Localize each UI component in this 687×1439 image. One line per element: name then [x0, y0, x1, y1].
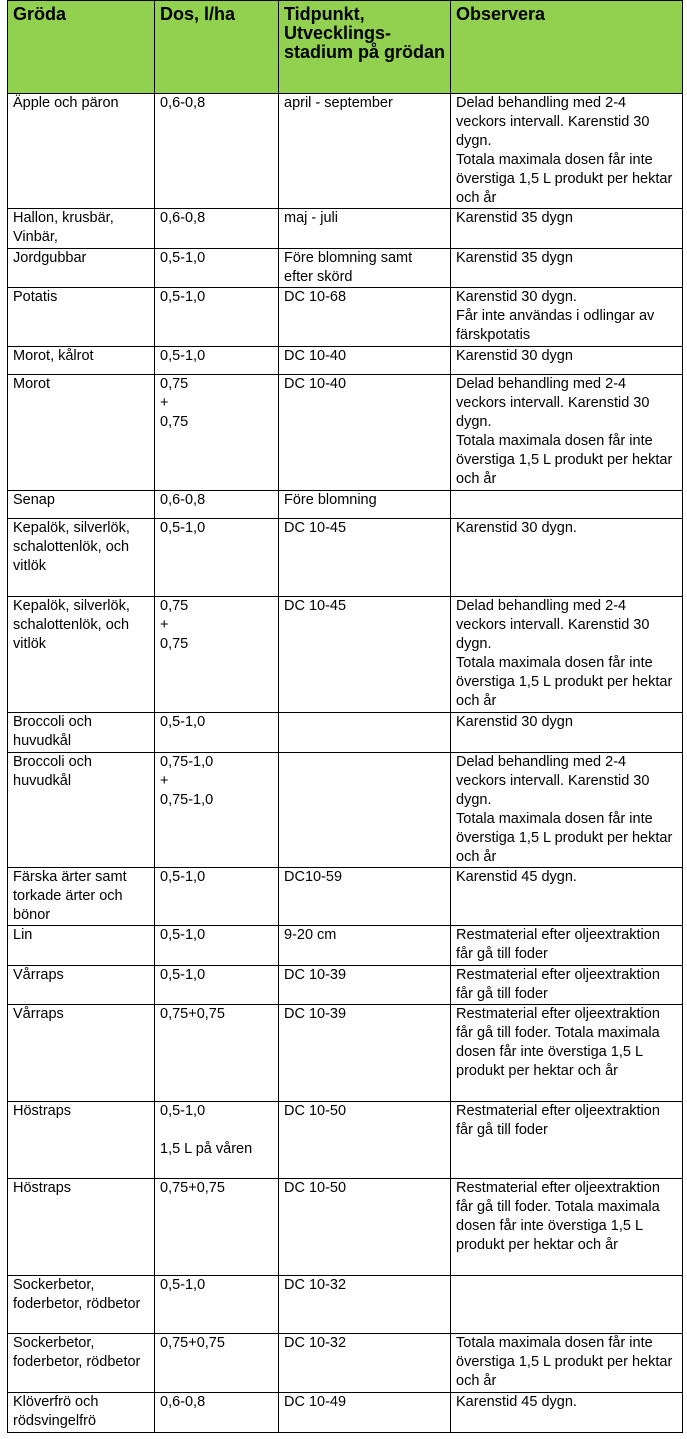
note-cell: Karenstid 30 dygn — [451, 347, 683, 375]
crop-cell: Färska ärter samt torkade ärter och bönor — [8, 868, 155, 926]
note-cell: Karenstid 35 dygn — [451, 209, 683, 249]
header-row — [8, 1, 683, 94]
crop-cell: Hallon, krusbär, Vinbär, — [8, 209, 155, 249]
dose-cell: 0,75+0,75 — [155, 1179, 279, 1276]
note-cell: Karenstid 45 dygn. — [451, 868, 683, 926]
note-cell: Restmaterial efter oljeextraktion får gå till foder. Totala maximala dosen får inte överstiga 1,5 L produkt per hektar och år — [451, 1179, 683, 1276]
table-row — [8, 966, 683, 1005]
crop-cell: Kepalök, silverlök, schalottenlök, och vitlök — [8, 597, 155, 713]
note-cell: Karenstid 30 dygn — [451, 713, 683, 753]
dose-cell: 0,5-1,0 1,5 L på våren — [155, 1102, 279, 1179]
note-cell: Karenstid 35 dygn — [451, 249, 683, 288]
dose-cell: 0,5-1,0 — [155, 519, 279, 597]
crop-cell: Broccoli och huvudkål — [8, 753, 155, 868]
timing-cell: Före blomning samt efter skörd — [279, 249, 451, 288]
table-row — [8, 1179, 683, 1276]
crop-cell: Broccoli och huvudkål — [8, 713, 155, 753]
note-cell: Restmaterial efter oljeextraktion får gå till foder — [451, 1102, 683, 1179]
table-row — [8, 288, 683, 347]
crop-cell: Potatis — [8, 288, 155, 347]
timing-cell: DC 10-49 — [279, 1393, 451, 1433]
timing-cell: DC 10-39 — [279, 966, 451, 1005]
note-cell: Karenstid 45 dygn. — [451, 1393, 683, 1433]
header-crop: Gröda — [8, 1, 155, 94]
dose-cell: 0,6-0,8 — [155, 491, 279, 519]
header-dose: Dos, l/ha — [155, 1, 279, 94]
note-cell: Delad behandling med 2-4 veckors intervall. Karenstid 30 dygn. Totala maximala dosen får inte överstiga 1,5 L produkt per hektar och år — [451, 94, 683, 209]
dose-cell: 0,5-1,0 — [155, 926, 279, 966]
crop-cell: Sockerbetor, foderbetor, rödbetor — [8, 1276, 155, 1334]
table-row — [8, 1005, 683, 1102]
table-row — [8, 753, 683, 868]
table-row — [8, 347, 683, 375]
crop-cell: Sockerbetor, foderbetor, rödbetor — [8, 1334, 155, 1393]
table-row — [8, 1334, 683, 1393]
note-cell: Karenstid 30 dygn. Får inte användas i odlingar av färskpotatis — [451, 288, 683, 347]
dosage-table — [7, 0, 683, 1433]
dose-cell: 0,75 + 0,75 — [155, 597, 279, 713]
crop-cell: Morot — [8, 375, 155, 491]
timing-cell: april - september — [279, 94, 451, 209]
timing-cell: DC 10-50 — [279, 1102, 451, 1179]
table-row — [8, 94, 683, 209]
table-row — [8, 1102, 683, 1179]
dose-cell: 0,5-1,0 — [155, 288, 279, 347]
timing-cell: Före blomning — [279, 491, 451, 519]
timing-cell: DC 10-40 — [279, 347, 451, 375]
dose-cell: 0,6-0,8 — [155, 1393, 279, 1433]
dose-cell: 0,5-1,0 — [155, 868, 279, 926]
note-cell: Restmaterial efter oljeextraktion får gå till foder — [451, 966, 683, 1005]
crop-cell: Morot, kålrot — [8, 347, 155, 375]
timing-cell — [279, 713, 451, 753]
table-row — [8, 713, 683, 753]
timing-cell: 9-20 cm — [279, 926, 451, 966]
dose-cell: 0,75+0,75 — [155, 1334, 279, 1393]
note-cell — [451, 491, 683, 519]
crop-cell: Vårraps — [8, 966, 155, 1005]
note-cell: Restmaterial efter oljeextraktion får gå till foder — [451, 926, 683, 966]
table-row — [8, 249, 683, 288]
dose-cell: 0,75 + 0,75 — [155, 375, 279, 491]
note-cell: Delad behandling med 2-4 veckors intervall. Karenstid 30 dygn. Totala maximala dosen får inte överstiga 1,5 L produkt per hektar och år — [451, 375, 683, 491]
table-row — [8, 926, 683, 966]
table-row — [8, 868, 683, 926]
note-cell: Karenstid 30 dygn. — [451, 519, 683, 597]
dose-cell: 0,5-1,0 — [155, 347, 279, 375]
dose-cell: 0,5-1,0 — [155, 249, 279, 288]
timing-cell: DC 10-40 — [279, 375, 451, 491]
table-row — [8, 597, 683, 713]
timing-cell: maj - juli — [279, 209, 451, 249]
dose-cell: 0,5-1,0 — [155, 713, 279, 753]
dose-cell: 0,75+0,75 — [155, 1005, 279, 1102]
dose-cell: 0,75-1,0 + 0,75-1,0 — [155, 753, 279, 868]
table-row — [8, 519, 683, 597]
table-row — [8, 375, 683, 491]
crop-cell: Vårraps — [8, 1005, 155, 1102]
crop-cell: Jordgubbar — [8, 249, 155, 288]
timing-cell: DC 10-50 — [279, 1179, 451, 1276]
dose-cell: 0,5-1,0 — [155, 1276, 279, 1334]
header-note: Observera — [451, 1, 683, 94]
timing-cell: DC 10-45 — [279, 519, 451, 597]
crop-cell: Kepalök, silverlök, schalottenlök, och vitlök — [8, 519, 155, 597]
crop-cell: Höstraps — [8, 1179, 155, 1276]
timing-cell: DC 10-68 — [279, 288, 451, 347]
timing-cell: DC10-59 — [279, 868, 451, 926]
dose-cell: 0,6-0,8 — [155, 209, 279, 249]
crop-cell: Äpple och päron — [8, 94, 155, 209]
timing-cell: DC 10-39 — [279, 1005, 451, 1102]
timing-cell — [279, 753, 451, 868]
timing-cell: DC 10-32 — [279, 1334, 451, 1393]
dose-cell: 0,6-0,8 — [155, 94, 279, 209]
table-row — [8, 1276, 683, 1334]
crop-cell: Senap — [8, 491, 155, 519]
note-cell: Delad behandling med 2-4 veckors intervall. Karenstid 30 dygn. Totala maximala dosen får inte överstiga 1,5 L produkt per hektar och år — [451, 753, 683, 868]
note-cell: Totala maximala dosen får inte överstiga 1,5 L produkt per hektar och år — [451, 1334, 683, 1393]
dose-cell: 0,5-1,0 — [155, 966, 279, 1005]
header-timing: Tidpunkt, Utvecklings-stadium på grödan — [279, 1, 451, 94]
crop-cell: Lin — [8, 926, 155, 966]
timing-cell: DC 10-45 — [279, 597, 451, 713]
note-cell — [451, 1276, 683, 1334]
table-row — [8, 491, 683, 519]
table-row — [8, 1393, 683, 1433]
crop-cell: Klöverfrö och rödsvingelfrö — [8, 1393, 155, 1433]
table-row — [8, 209, 683, 249]
note-cell: Delad behandling med 2-4 veckors intervall. Karenstid 30 dygn. Totala maximala dosen får inte överstiga 1,5 L produkt per hektar och år — [451, 597, 683, 713]
crop-cell: Höstraps — [8, 1102, 155, 1179]
timing-cell: DC 10-32 — [279, 1276, 451, 1334]
note-cell: Restmaterial efter oljeextraktion får gå till foder. Totala maximala dosen får inte överstiga 1,5 L produkt per hektar och år — [451, 1005, 683, 1102]
